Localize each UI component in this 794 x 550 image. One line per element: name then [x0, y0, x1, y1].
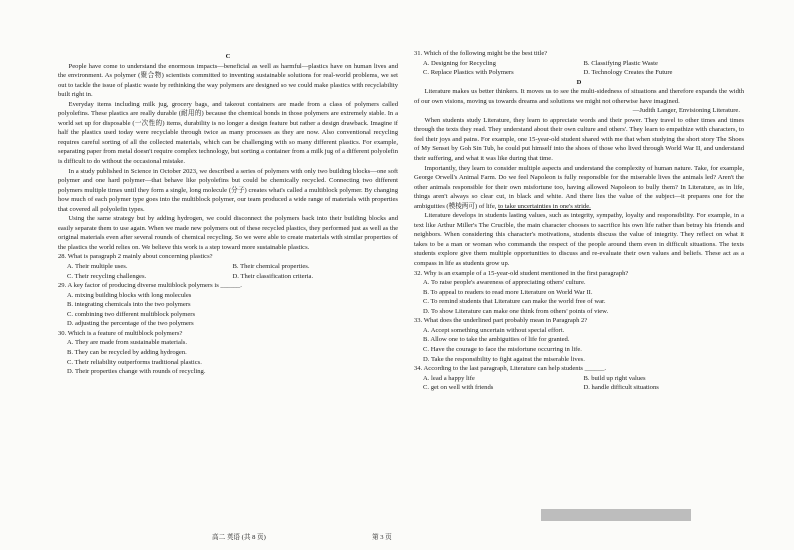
footer-page-number: 第 3 页: [372, 534, 392, 541]
option-b: B. build up right values: [583, 374, 646, 382]
option-c: C. Their recycling challenges.: [67, 272, 147, 280]
option-d: D. Their properties change with rounds of recycling.: [67, 368, 206, 376]
question-stem: 31. Which of the following might be the best title?: [414, 50, 548, 57]
underlined-phrase: to take uncertainties in one's stride.: [498, 202, 591, 210]
question-stem: 33. What does the underlined part probably mean in Paragraph 2?: [414, 317, 588, 325]
left-column: [58, 52, 398, 377]
option-b: B. Classifying Plastic Waste: [583, 59, 658, 67]
option-d: D. adjusting the percentage of the two polymers: [67, 320, 194, 328]
question-33: [414, 316, 744, 364]
quote-attribution: —Judith Langer, Envisioning Literature.: [632, 107, 740, 115]
paragraph-text: Importantly, they learn to consider multiple aspects and understand the complexity of human nature. Take, for example, George Orwell's Animal Farm. Do we feel Napoleon is fully responsible for the miserable lives the animals led? Aren't the other animals responsible for their own misfortune too, having allowed Napoleon to bully them? In Literature, as in life, things aren't always so clear cut, in black and white. And there lies the value of the subject—it prepares one for the ambiguities (模棱两可) of life,: [414, 164, 744, 210]
option-a: A. To raise people's awareness of appreciating others' culture.: [423, 279, 586, 287]
redaction-block: [541, 509, 691, 521]
option-b: B. To appeal to readers to read more Literature on World War II.: [423, 288, 593, 296]
option-d: D. To show Literature can make one think from others' points of view.: [423, 307, 609, 315]
footer-left: 高二 英语 (共 8 页): [212, 534, 266, 541]
passage-d-label: D: [576, 78, 582, 86]
option-b: B. Allow one to take the ambiguities of life for granted.: [423, 336, 570, 344]
option-d: D. Their classification criteria.: [232, 272, 314, 280]
option-a: A. They are made from sustainable materials.: [67, 339, 187, 347]
option-a: A. Designing for Recycling: [423, 59, 496, 67]
option-c: C. To remind students that Literature can make the world free of war.: [423, 298, 606, 306]
question-stem: 29. A key factor of producing diverse multiblock polymers is ______.: [58, 282, 242, 290]
option-c: C. combining two different multiblock polymers: [67, 310, 196, 318]
passage-c-paragraph: In a study published in Science in October 2023, we described a series of polymers with only two building blocks—one soft polymer and one hard polymer—that behave like polyolefins but could be chemically recycled. Connecting two different polymers multiple times until they form a single, long molecule (分子) creates what's called a multiblock polymer. By changing how much of each polymer type goes into the multiblock polymer, our team produced a wide range of materials with properties that covered all polyolefin types.: [58, 167, 398, 213]
passage-c-paragraph: Everyday items including milk jug, grocery bags, and takeout containers are made from a class of polymers called polyolefins. These plastics are really durable (耐用的) because the chemical bonds in those polymers are extremely stable. In a world set up for disposable (一次性的) items, durability is no longer a design feature but rather a design drawback. Imagine if half the plastics used today were recyclable through twice as many processes as they are now. Also conventional recycling requires careful sorting of all the collected materials, which can be challenging with so many different plastics. For example, separating paper from metal doesn't require complex technology, but sorting a container from a milk jug of a different polyolefin is difficult to do without the occasional mistake.: [58, 100, 398, 166]
question-32: [414, 269, 744, 317]
passage-c-label: C: [225, 53, 231, 60]
passage-d-paragraph: When students study Literature, they learn to appreciate words and their power. They travel to other times and times through the texts they read. They understand about their own culture and others'. They learn to empathize with characters, to feel their joys and pains. For example, one 15-year-old student shared with me that when studying the short story The Shoes of My Sensei by Goh Sin Tub, he could put himself into the shoes of those who lived through World War II, and understand their suffering, and what it was like during that time.: [414, 116, 744, 163]
right-column: [414, 49, 744, 393]
question-stem: 34. According to the last paragraph, Literature can help students ______.: [414, 365, 607, 373]
passage-c-paragraph: People have come to understand the enormous impacts—beneficial as well as harmful—plastics have on human lives and the environment. As polymer (聚合物) scientists committed to inventing sustainable solutions for real-world problems, we set out to tackle the issue of plastic waste by rethinking the way polymers are designed so we could make plastics with recyclability built right in.: [58, 62, 398, 99]
option-c: C. Their reliability outperforms traditional plastics.: [67, 358, 202, 366]
option-b: B. Their chemical properties.: [232, 263, 310, 271]
option-d: D. handle difficult situations: [583, 384, 659, 392]
option-c: C. Replace Plastics with Polymers: [423, 69, 514, 77]
question-stem: 28. What is paragraph 2 mainly about concerning plastics?: [58, 253, 213, 261]
passage-d-quote: Literature makes us better thinkers. It moves us to see the multi-sidedness of situations and therefore expands the width of our own visions, moving us towards dreams and solutions we might not otherwise have imagined.: [414, 88, 744, 105]
option-b: B. They can be recycled by adding hydrogen.: [67, 348, 187, 356]
question-30: [58, 329, 398, 377]
question-stem: 30. Which is a feature of multiblock polymers?: [58, 329, 183, 337]
option-a: A. Their multiple uses.: [67, 263, 128, 271]
option-a: A. Accept something uncertain without special effort.: [423, 326, 565, 334]
passage-c-paragraph: Using the same strategy but by adding hydrogen, we could disconnect the polymers back into their building blocks and easily separate them to use again. When we made new polymers out of these recycled plastics, they performed just as well as the original materials even after several rounds of chemical recycling. So we were able to create materials with similar properties of the plastics the world relies on. We believe this work is a step toward more sustainable plastics.: [58, 215, 398, 251]
option-c: C. get on well with friends: [423, 384, 494, 392]
option-b: B. integrating chemicals into the two polymers: [67, 301, 191, 309]
question-stem: 32. Why is an example of a 15-year-old student mentioned in the first paragraph?: [414, 269, 629, 277]
option-d: D. Take the responsibility to fight against the miserable lives.: [423, 355, 585, 363]
question-28: [58, 252, 398, 281]
option-a: A. lead a happy life: [423, 374, 475, 382]
question-29: [58, 281, 398, 329]
option-a: A. mixing building blocks with long molecules: [67, 291, 192, 299]
option-c: C. Have the courage to face the misfortune occurring in life.: [423, 345, 582, 353]
question-34: [414, 364, 744, 393]
option-d: D. Technology Creates the Future: [583, 69, 673, 77]
passage-d-paragraph: Literature develops in students lasting values, such as integrity, sympathy, loyalty and responsibility. For example, in a text like Arthur Miller's The Crucible, the main character chooses to sacrifice his own life rather than betray his friends and neighbors. When considering this character's motivations, students discuss the value of integrity. They reflect on what it takes to be a man or woman who commands the respect of the people around them even in difficult situations. The texts students explore give them multiple opportunities to discuss and re-evaluate their own values and beliefs. These act as a compass in life as students grow up.: [414, 212, 744, 268]
passage-d-paragraph: [414, 164, 744, 212]
question-31: [414, 49, 744, 78]
